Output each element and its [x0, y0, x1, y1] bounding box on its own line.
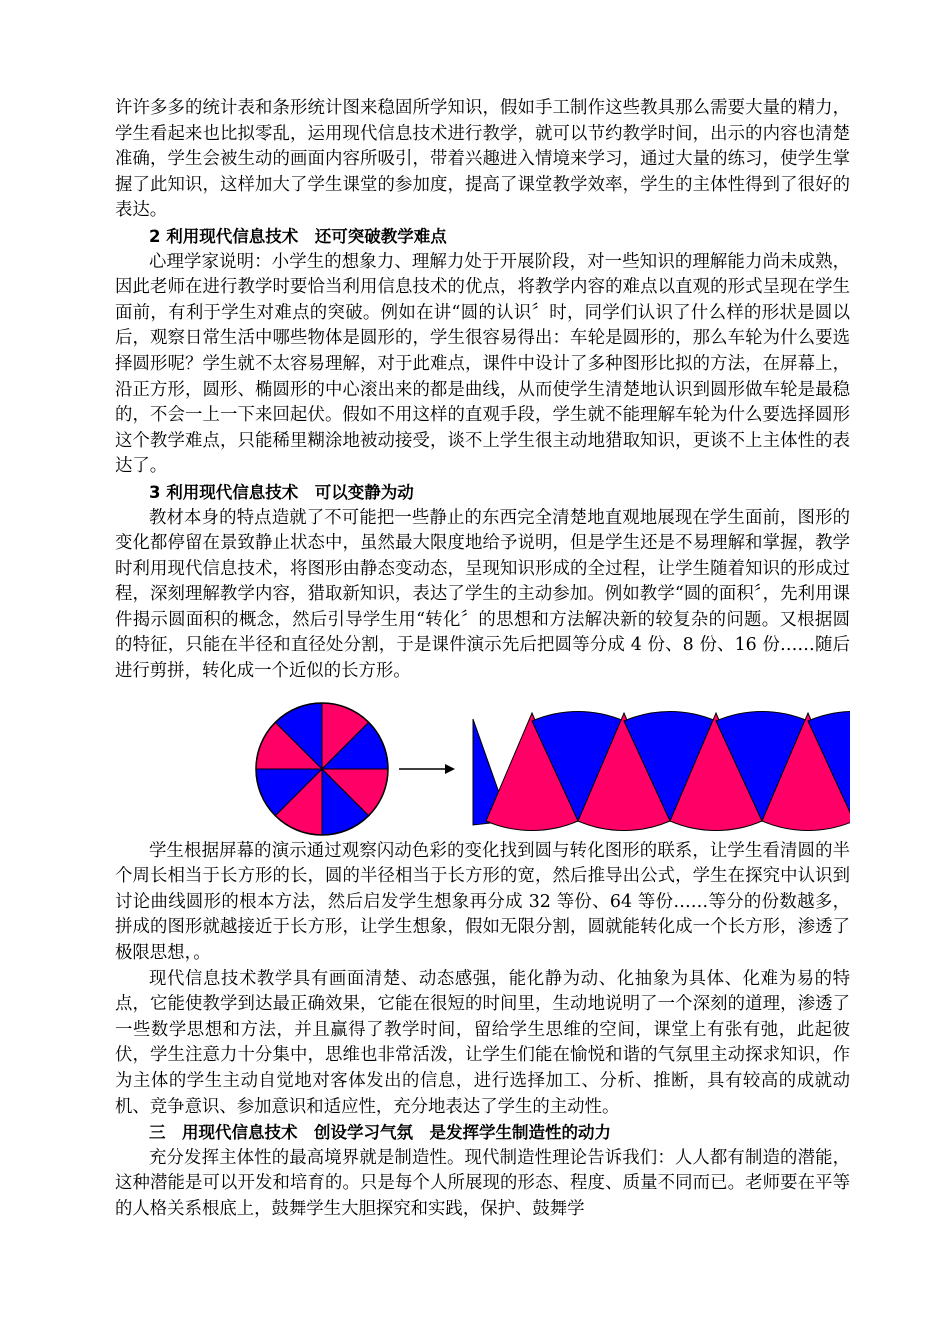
- divided-circle: [256, 703, 388, 835]
- figure-svg: [115, 687, 850, 837]
- paragraph-3: 教材本身的特点造就了不可能把一些静止的东西完全清楚地直观地展现在学生面前，图形的变化都停留在景致静止状态中，虽然最大限度地给予说明，但是学生还是不易理解和掌握，教学时利用现代信息技术，将图形由静态变动态，呈现知识形成的全过程，让学生随着知识的形成过程，深刻理解教学内容，猎取新知识，表达了学生的主动参加。例如教学“圆的面积〞，先利用课件揭示圆面积的概念，然后引导学生用“转化〞的思想和方法解决新的较复杂的问题。又根据圆的特征，只能在半径和直径处分割，于是课件演示先后把圆等分成 4 份、8 份、16 份……随后进行剪拼，转化成一个近似的长方形。: [115, 507, 850, 682]
- rearranged-rectangle: [473, 711, 850, 830]
- heading-2: 2 利用现代信息技术 还可突破教学难点: [149, 226, 447, 246]
- document-page: [115, 96, 850, 1223]
- paragraph-1: 许许多多的统计表和条形统计图来稳固所学知识，假如手工制作这些教具那么需要大量的精力，学生看起来也比拟零乱，运用现代信息技术进行教学，就可以节约教学时间，出示的内容也清楚准确，学生会被生动的画面内容所吸引，带着兴趣进入情境来学习，通过大量的练习，使学生掌握了此知识，这样加大了学生课堂的参加度，提高了课堂教学效率，学生的主体性得到了很好的表达。: [115, 98, 850, 221]
- paragraph-5: 现代信息技术教学具有画面清楚、动态感强，能化静为动、化抽象为具体、化难为易的特点，它能使教学到达最正确效果，它能在很短的时间里，生动地说明了一个深刻的道理，渗透了一些数学思想和方法，并且赢得了教学时间，留给学生思维的空间，课堂上有张有弛，此起彼伏，学生注意力十分集中，思维也非常活泼，让学生们能在愉悦和谐的气氛里主动探求知识，作为主体的学生主动自觉地对客体发出的信息，进行选择加工、分析、推断，具有较高的成就动机、竞争意识、参加意识和适应性，充分地表达了学生的主动性。: [115, 968, 850, 1117]
- paragraph-6: 充分发挥主体性的最高境界就是制造性。现代制造性理论告诉我们：人人都有制造的潜能，这种潜能是可以开发和培育的。只是每个人所展现的形态、程度、质量不同而已。老师要在平等的人格关系根底上，鼓舞学生大胆探究和实践，保护、鼓舞学: [115, 1147, 850, 1219]
- heading-3: 3 利用现代信息技术 可以变静为动: [149, 482, 414, 502]
- arrow-icon: [399, 764, 455, 774]
- circle-to-rectangle-figure: [115, 687, 850, 837]
- heading-4: 三 用现代信息技术 创设学习气氛 是发挥学生制造性的动力: [149, 1123, 611, 1143]
- paragraph-4: 学生根据屏幕的演示通过观察闪动色彩的变化找到圆与转化图形的联系，让学生看清圆的半个周长相当于长方形的长，圆的半径相当于长方形的宽，然后推导出公式，学生在探究中认识到讨论曲线圆形的根本方法，然后启发学生想象再分成 32 等份、64 等份……等分的份数越多，拼成的图形就越接近于长方形，让学生想象，假如无限分割，圆就能转化成一个长方形，渗透了极限思想，。: [115, 840, 850, 964]
- paragraph-2: 心理学家说明：小学生的想象力、理解力处于开展阶段，对一些知识的理解能力尚未成熟，因此老师在进行教学时要恰当利用信息技术的优点，将教学内容的难点以直观的形式呈现在学生面前，有利于学生对难点的突破。例如在讲“圆的认识〞时，同学们认识了什么样的形状是圆以后，观察日常生活中哪些物体是圆形的，学生很容易得出：车轮是圆形的，那么车轮为什么要选择圆形呢？学生就不太容易理解，对于此难点，课件中设计了多种图形比拟的方法，在屏幕上，沿正方形，圆形、椭圆形的中心滚出来的都是曲线，从而使学生清楚地认识到圆形做车轮是最稳的，不会一上一下来回起伏。假如不用这样的直观手段，学生就不能理解车轮为什么要选择圆形这个教学难点，只能稀里糊涂地被动接受，谈不上学生很主动地猎取知识，更谈不上主体性的表达了。: [115, 251, 850, 477]
